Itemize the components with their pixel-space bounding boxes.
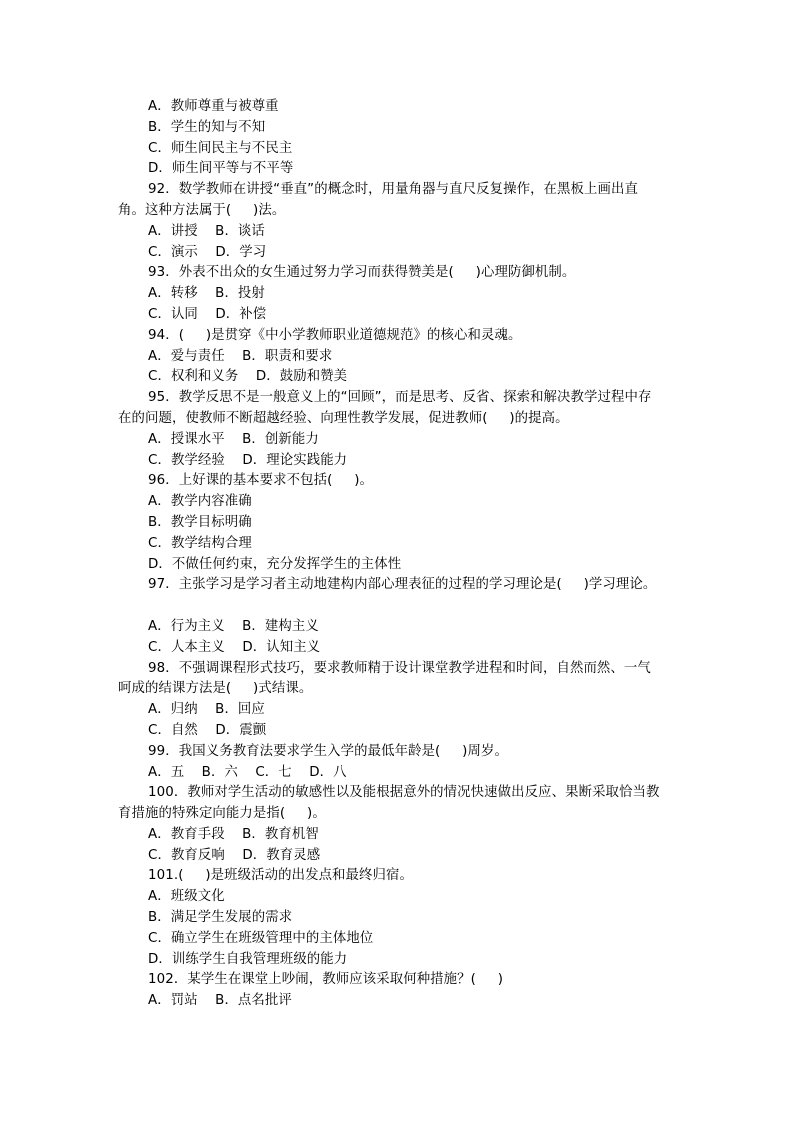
answer-option-line: D．师生间平等与不平等 bbox=[148, 161, 294, 177]
answer-option-line: C．确立学生在班级管理中的主体地位 bbox=[148, 930, 374, 946]
answer-option-line: A．行为主义 B．建构主义 bbox=[148, 618, 319, 634]
answer-option-line: C．教学结构合理 bbox=[148, 535, 252, 551]
answer-option-line: C．自然 D．震颤 bbox=[148, 722, 267, 738]
answer-option-line: D．训练学生自我管理班级的能力 bbox=[148, 951, 348, 967]
answer-option-line: A．教学内容准确 bbox=[148, 494, 252, 510]
answer-option-line: A．归纳 B．回应 bbox=[148, 702, 265, 718]
blank-line bbox=[118, 596, 678, 617]
answer-option-line: A．转移 B．投射 bbox=[148, 286, 265, 302]
question-line: 92．数学教师在讲授“垂直”的概念时，用量角器与直尺反复操作，在黑板上画出直 bbox=[148, 182, 638, 198]
question-line: 95．教学反思不是一般意义上的“回顾”，而是思考、反省、探索和解决教学过程中存 bbox=[148, 390, 652, 406]
answer-option-line: B．教学目标明确 bbox=[148, 514, 252, 530]
question-line: 101.( )是班级活动的出发点和最终归宿。 bbox=[148, 868, 414, 884]
answer-option-line: A．授课水平 B．创新能力 bbox=[148, 431, 319, 447]
answer-option-line: A．教师尊重与被尊重 bbox=[148, 99, 279, 114]
question-line: 99．我国义务教育法要求学生入学的最低年龄是( )周岁。 bbox=[148, 743, 508, 759]
question-line: 94．( )是贯穿《中小学教师职业道德规范》的核心和灵魂。 bbox=[148, 327, 522, 343]
answer-option-line: A．班级文化 bbox=[148, 889, 225, 905]
question-line: 93．外表不出众的女生通过努力学习而获得赞美是( )心理防御机制。 bbox=[148, 265, 576, 281]
question-continuation-line: 育措施的特殊定向能力是指( )。 bbox=[118, 806, 326, 822]
question-line: 102．某学生在课堂上吵闹，教师应该采取何种措施？( ) bbox=[148, 972, 504, 988]
answer-option-line: C．师生间民主与不民主 bbox=[148, 140, 293, 156]
question-continuation-line: 呵成的结课方法是( )式结课。 bbox=[118, 681, 313, 697]
answer-option-line: A．罚站 B．点名批评 bbox=[148, 993, 292, 1009]
answer-option-line: C．人本主义 D．认知主义 bbox=[148, 639, 321, 655]
answer-option-line: A．五 B．六 C．七 D．八 bbox=[148, 764, 347, 780]
answer-option-line: C．演示 D．学习 bbox=[148, 244, 267, 260]
answer-option-line: A．教育手段 B．教育机智 bbox=[148, 826, 319, 842]
question-line: 98．不强调课程形式技巧，要求教师精于设计课堂教学进程和时间，自然而然、一气 bbox=[148, 660, 651, 676]
answer-option-line: C．教学经验 D．理论实践能力 bbox=[148, 452, 348, 468]
question-line: 96．上好课的基本要求不包括( )。 bbox=[148, 473, 374, 489]
question-line: 100．教师对学生活动的敏感性以及能根据意外的情况快速做出反应、果断采取恰当教 bbox=[148, 785, 660, 801]
answer-option-line: A．讲授 B．谈话 bbox=[148, 223, 265, 239]
answer-option-line: B．满足学生发展的需求 bbox=[148, 910, 293, 926]
answer-option-line: D．不做任何约束，充分发挥学生的主体性 bbox=[148, 556, 402, 572]
answer-option-line: C．权利和义务 D．鼓励和赞美 bbox=[148, 369, 348, 385]
question-continuation-line: 角。这种方法属于( )法。 bbox=[118, 202, 286, 218]
question-continuation-line: 在的问题，使教师不断超越经验、向理性教学发展，促进教师( )的提高。 bbox=[118, 410, 569, 426]
answer-option-line: C．认同 D．补偿 bbox=[148, 306, 267, 322]
answer-option-line: C．教育反响 D．教育灵感 bbox=[148, 847, 321, 863]
answer-option-line: A．爱与责任 B．职责和要求 bbox=[148, 348, 333, 364]
answer-option-line: B．学生的知与不知 bbox=[148, 119, 266, 135]
document-page bbox=[118, 97, 678, 1012]
question-line: 97．主张学习是学习者主动地建构内部心理表征的过程的学习理论是( )学习理论。 bbox=[148, 577, 657, 593]
